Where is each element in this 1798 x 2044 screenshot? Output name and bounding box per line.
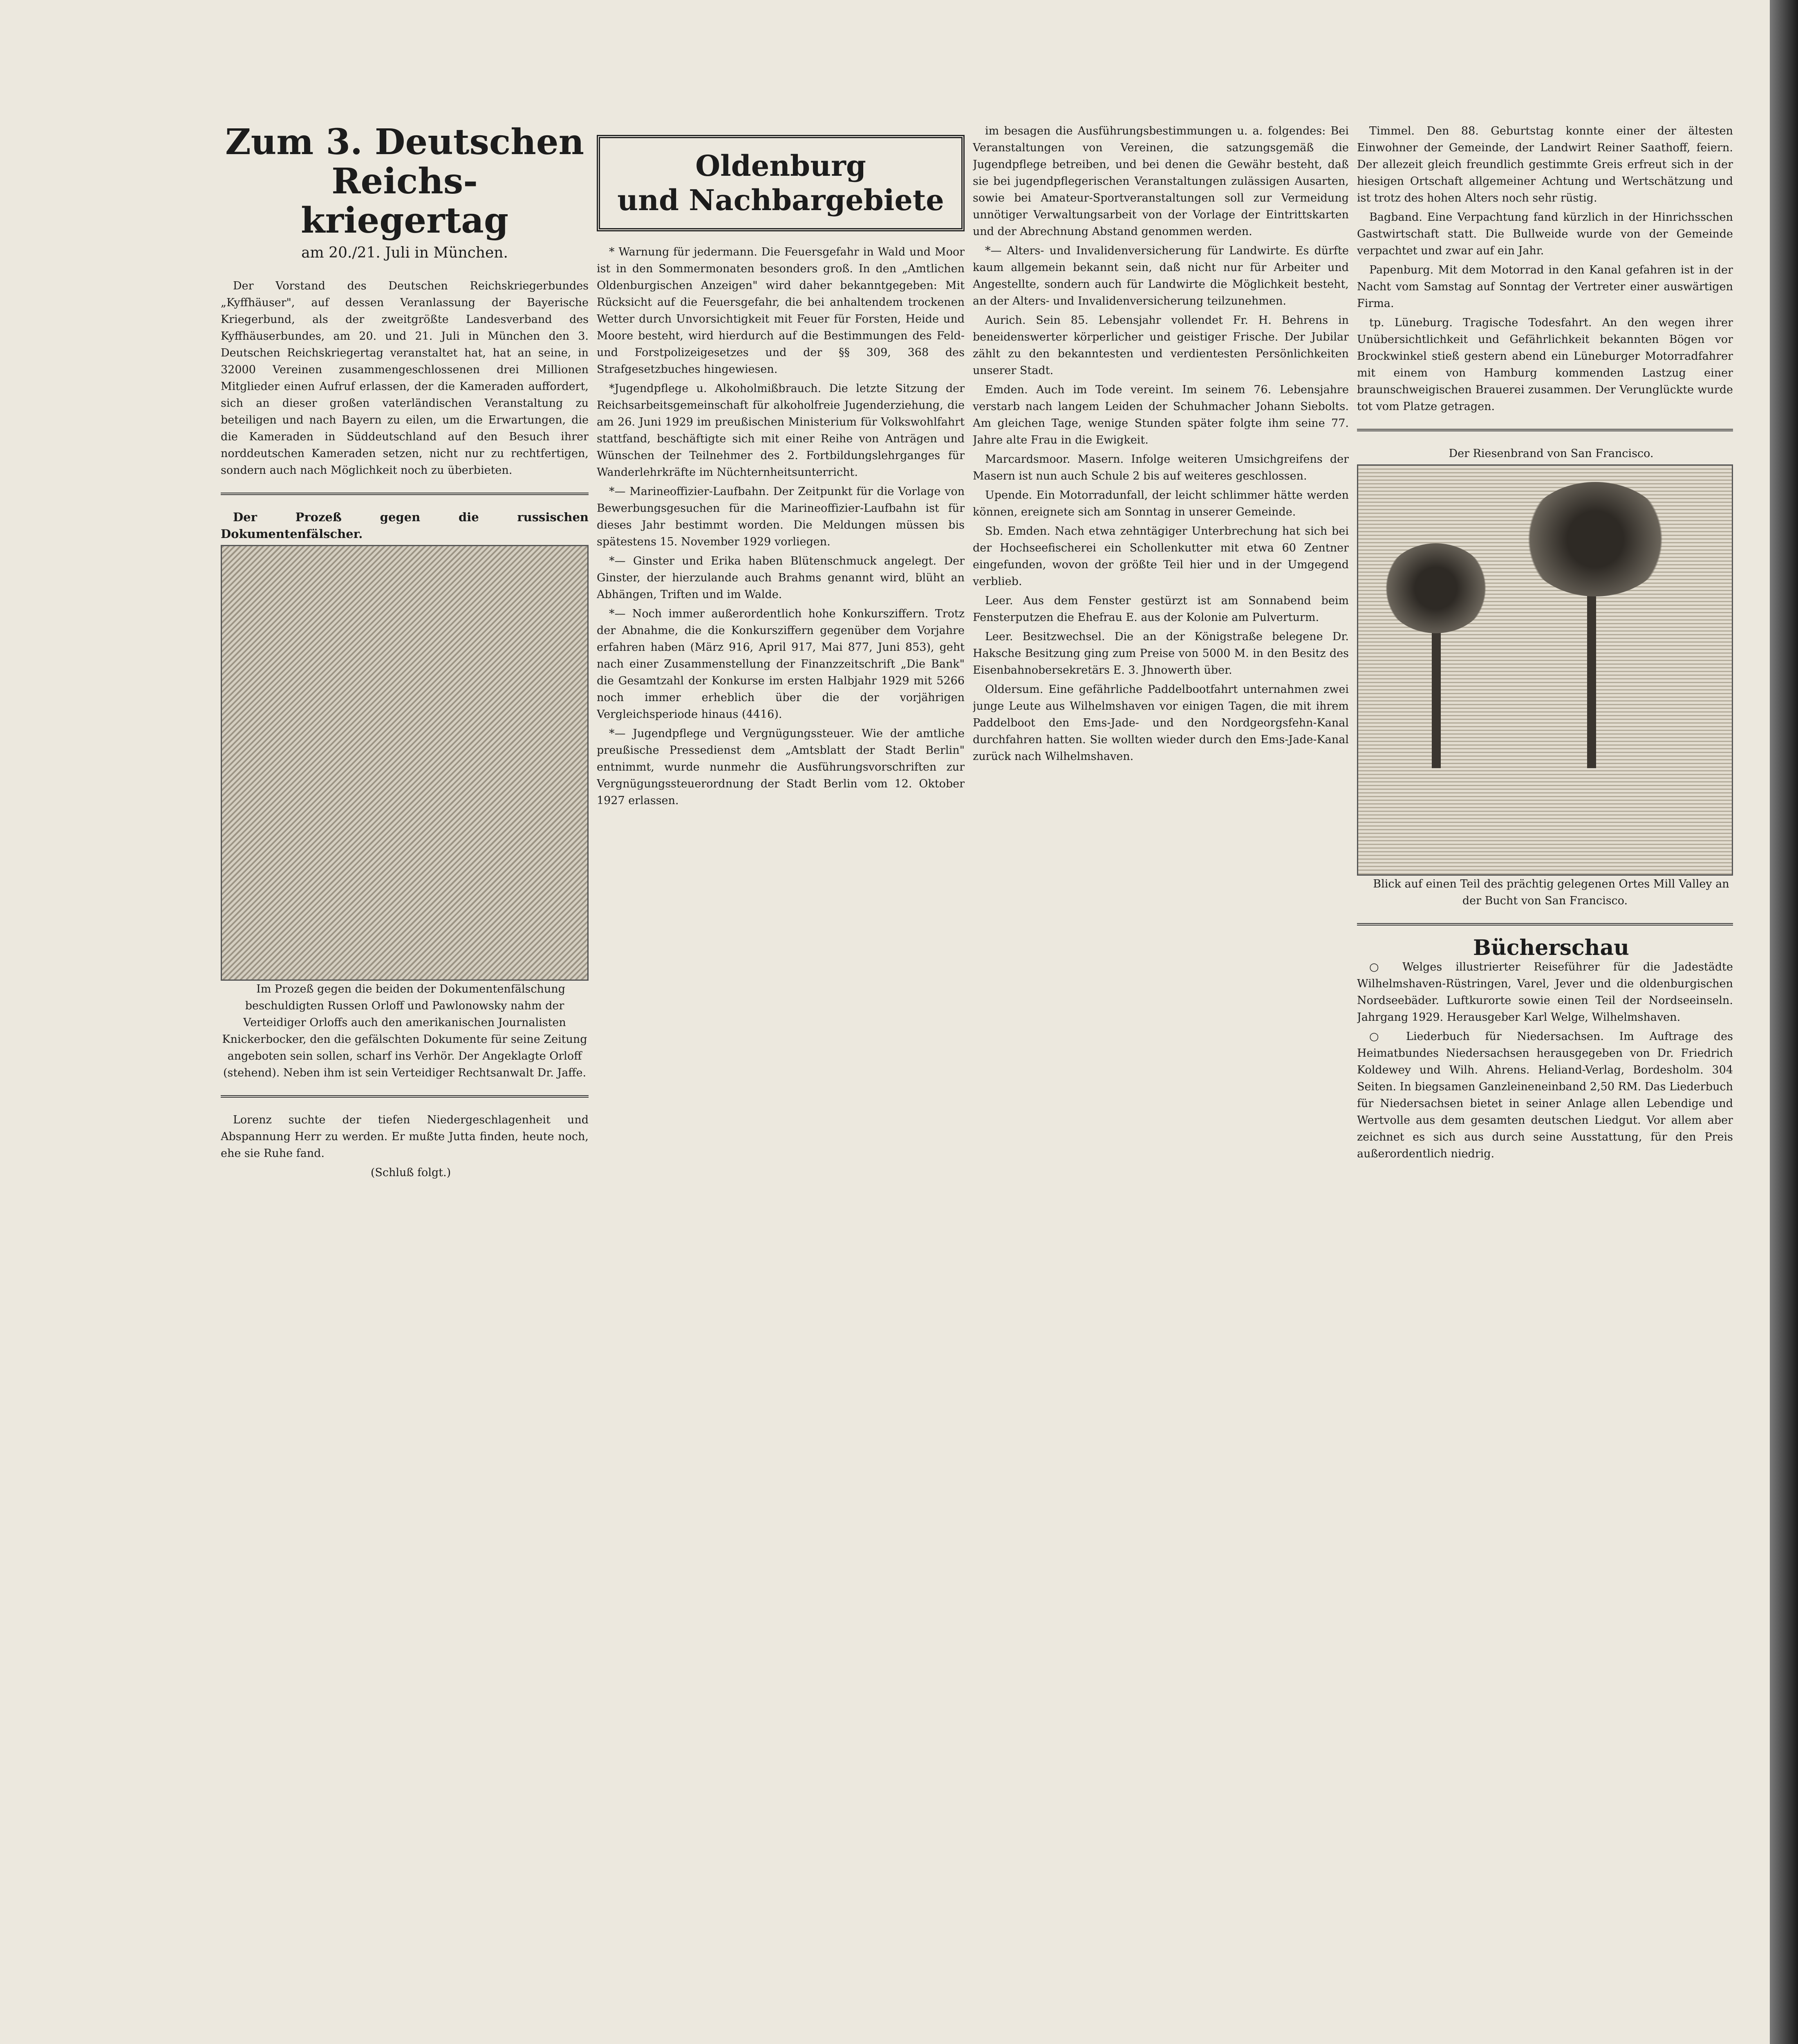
- divider: [1357, 429, 1733, 431]
- divider: [221, 1095, 589, 1098]
- article-continuation: im besagen die Ausführungsbestimmungen u. a. folgendes: Bei Veranstaltungen von Vereinen, die satzungsgemäß die Jugendpflege betreiben, und bei denen die Gewähr besteht, daß sie bei jugendpflegerischen Veranstaltungen zulässigen Ausarten, sowie bei Amateur-Sportveranstaltungen soll zur Vermeidung unnötiger Verwaltungsarbeit von der Vorlage der Eintrittskarten und der Abrechnung Abstand genommen werden.: [973, 125, 1349, 238]
- story-body: Lorenz suchte der tiefen Niedergeschlagenheit und Abspannung Herr zu werden. Er mußte Jutta finden, heute noch, ehe sie Ruhe fand.: [221, 1114, 589, 1160]
- article-entertainment-tax: *— Jugendpflege und Vergnügungssteuer. Wie der amtliche preußische Pressedienst dem „Amtsblatt der Stadt Berlin" entnimmt, wurde nunmehr die Ausführungsvorschriften zur Vergnügungssteuerordnung der Stadt Berlin vom 12. Oktober 1927 erlassen.: [597, 727, 965, 807]
- article-bagband: Bagband. Eine Verpachtung fand kürzlich in der Hinrichsschen Gastwirtschaft statt. Die Bullweide wurde von der Gemeinde verpachtet und zwar auf ein Jahr.: [1357, 211, 1733, 257]
- photo-caption: Blick auf einen Teil des prächtig gelegenen Ortes Mill Valley an der Bucht von San Francisco.: [1373, 878, 1729, 907]
- article-leer-window: Leer. Aus dem Fenster gestürzt ist am Sonnabend beim Fensterputzen die Ehefrau E. aus der Kolonie am Pulverturm.: [973, 594, 1349, 624]
- section-header-box: [597, 135, 965, 231]
- divider: [1357, 923, 1733, 926]
- book-review-travel: ○ Welges illustrierter Reiseführer für die Jadestädte Wilhelmshaven-Rüstringen, Varel, Jever und die oldenburgischen Nordseebäder. Luftkurorte sowie einen Teil der Nordseeinseln. Jahrgang 1929. Herausgeber Karl Welge, Wilhelmshaven.: [1357, 961, 1733, 1024]
- article-emden: Emden. Auch im Tode vereint. Im seinem 76. Lebensjahre verstarb nach langem Leiden der Schuhmacher Johann Siebolts. Am gleichen Tage, wenige Stunden später folgte ihm seine 77. Jahre alte Frau in die Ewigkeit.: [973, 383, 1349, 446]
- article-youth-alcohol: *Jugendpflege u. Alkoholmißbrauch. Die letzte Sitzung der Reichsarbeitsgemeinschaft für alkoholfreie Jugenderziehung, die am 26. Juni 1929 im preußischen Ministerium für Volkswohlfahrt stattfand, beschäftigte sich mit einer Reihe von Anträgen und Wünschen der Teilnehmer des 2. Fortbildungslehrganges für Wanderlehrkräfte im Nüchternheitsunterricht.: [597, 382, 965, 479]
- article-aurich: Aurich. Sein 85. Lebensjahr vollendet Fr. H. Behrens in beneidenswerter körperlicher und geistiger Frische. Der Jubilar zählt zu den bekanntesten und verdientesten Persönlichkeiten unserer Stadt.: [973, 314, 1349, 377]
- article-timmel: Timmel. Den 88. Geburtstag konnte einer der ältesten Einwohner der Gemeinde, der Landwirt Reiner Saathoff, feiern. Der allezeit gleich freundlich gestimmte Greis erfreut sich in der hiesigen Ortschaft allgemeiner Achtung und Wertschätzung und ist trotz des hohen Alters noch sehr rüstig.: [1357, 125, 1733, 204]
- article-body: Der Vorstand des Deutschen Reichskriegerbundes „Kyffhäuser", auf dessen Veranlassung der Bayerische Kriegerbund, als der zweitgrößte Landesverband des Kyffhäuserbundes, am 20. und 21. Juli in München den 3. Deutschen Reichskriegertag veranstaltet hat, hat an seine, in 32000 Vereinen zusammengeschlossenen drei Millionen Mitglieder einen Aufruf erlassen, der die Kameraden auffordert, sich an dieser großen vaterländischen Veranstaltung zu beteiligen und nach Bayern zu eilen, um die Erwartungen, die die Kameraden in Süddeutschland auf den Besuch ihrer norddeutschen Kameraden setzen, nicht nur zu rechtfertigen, sondern auch nach Möglichkeit noch zu überbieten.: [221, 280, 589, 477]
- column-3: [973, 123, 1349, 2044]
- article-ginster: *— Ginster und Erika haben Blütenschmuck angelegt. Der Ginster, der hierzulande auch Brahms genannt wird, blüht an Abhängen, Triften und im Walde.: [597, 555, 965, 601]
- scan-edge: [1770, 0, 1798, 2044]
- article-insurance: *— Alters- und Invalidenversicherung für Landwirte. Es dürfte kaum allgemein bekannt sein, daß nicht nur für Arbeiter und Angestellte, sondern auch für Landwirte die Möglichkeit besteht, an der Alters- und Invalidenversicherung teilzunehmen.: [973, 244, 1349, 307]
- courtroom-illustration: [221, 545, 589, 981]
- article-navy-officer: *— Marineoffizier-Laufbahn. Der Zeitpunkt für die Vorlage von Bewerbungsgesuchen für die Marineoffizier-Laufbahn ist für dieses Jahr bestimmt worden. Die Meldungen müssen bis spätestens 15. November 1929 vorliegen.: [597, 485, 965, 548]
- section-heading-books: Bücherschau: [1473, 935, 1629, 960]
- divider: [221, 493, 589, 495]
- photo-title: Der Prozeß gegen die russischen Dokumentenfälscher.: [221, 510, 589, 541]
- continued-note: (Schluß folgt.): [370, 1166, 451, 1179]
- article-emden-fish: Sb. Emden. Nach etwa zehntägiger Unterbrechung hat sich bei der Hochseefischerei ein Schollenkutter mit etwa 60 Zentner eingefunden, wovon der größte Teil hier und in der Umgegend verblieb.: [973, 525, 1349, 588]
- section-title-line-2: und Nachbargebiete: [617, 183, 944, 217]
- article-leer-property: Leer. Besitzwechsel. Die an der Königstraße belegene Dr. Haksche Besitzung ging zum Preise von 5000 M. in den Besitz des Eisenbahnobersekretärs E. 3. Jhnowerth über.: [973, 630, 1349, 677]
- article-marcardsmoor: Marcardsmoor. Masern. Infolge weiteren Umsichgreifens der Masern ist nun auch Schule 2 bis auf weiteres geschlossen.: [973, 453, 1349, 482]
- article-warning: * Warnung für jedermann. Die Feuersgefahr in Wald und Moor ist in den Sommermonaten besonders groß. In den „Amtlichen Oldenburgischen Anzeigen" wird daher bekanntgegeben: Mit Rücksicht auf die Feuersgefahr, die bei anhaltendem trockenen Wetter durch Unvorsichtigkeit mit Feuer für Forsten, Heide und Moore besteht, wird hierdurch auf die Bestimmungen des Feld- und Forstpolizeigesetzes und der §§ 309, 368 des Strafgesetzbuches hingewiesen.: [597, 246, 965, 376]
- palm-crown: [1383, 543, 1489, 633]
- article-bankruptcy: *— Noch immer außerordentlich hohe Konkursziffern. Trotz der Abnahme, die die Konkursziffern gegenüber dem Vorjahre erfahren haben (März 916, April 917, Mai 877, Juni 853), geht nach einer Zusammenstellung der Finanzzeitschrift „Die Bank" die Gesamtzahl der Konkurse im ersten Halbjahr 1929 mit 5266 noch immer erheblich über die der vorjährigen Vergleichsperiode hinaus (4416).: [597, 607, 965, 721]
- book-review-songbook: ○ Liederbuch für Niedersachsen. Im Auftrage des Heimatbundes Niedersachsen herausgegeben von Dr. Friedrich Koldewey und Wilh. Ahrens. Heliand-Verlag, Bordesholm. 304 Seiten. In biegsamen Ganzleineneinband 2,50 RM. Das Liederbuch für Niedersachsen bietet in seiner Anlage allen Lebendige und Wertvolle aus dem gesamten deutschen Liedgut. Vor allem aber zeichnet es sich aus durch seine Ausstattung, für den Preis außerordentlich niedrig.: [1357, 1030, 1733, 1160]
- column-2: [597, 131, 965, 2044]
- section-title-line-1: Oldenburg: [695, 149, 866, 183]
- headline-line-1: Zum 3. Deutschen Reichs-: [225, 123, 584, 202]
- article-lueneburg: tp. Lüneburg. Tragische Todesfahrt. An den wegen ihrer Unübersichtlichkeit und Gefährlichkeit bekannten Bögen vor Brockwinkel stieß gestern abend ein Lüneburger Motorradfahrer mit einem von Hamburg kommenden Lastzug einer braunschweigischen Brauerei zusammen. Der Verunglückte wurde tot vom Platze getragen.: [1357, 316, 1733, 413]
- san-francisco-illustration: [1357, 464, 1733, 876]
- headline-line-2: kriegertag: [300, 200, 509, 241]
- photo-title: Der Riesenbrand von San Francisco.: [1449, 447, 1654, 460]
- article-upende: Upende. Ein Motorradunfall, der leicht schlimmer hätte werden können, ereignete sich am Sonntag in unserer Gemeinde.: [973, 489, 1349, 518]
- column-4: [1357, 123, 1733, 2044]
- photo-caption: Im Prozeß gegen die beiden der Dokumentenfälschung beschuldigten Russen Orloff und Pawlonowsky nahm der Verteidiger Orloffs auch den amerikanischen Journalisten Knickerbocker, den die gefälschten Dokumente für seine Zeitung angeboten sein sollen, scharf ins Verhör. Der Angeklagte Orloff (stehend). Neben ihm ist sein Verteidiger Rechtsanwalt Dr. Jaffe.: [222, 983, 587, 1079]
- article-papenburg: Papenburg. Mit dem Motorrad in den Kanal gefahren ist in der Nacht vom Samstag auf Sonntag der Vertreter einer auswärtigen Firma.: [1357, 264, 1733, 310]
- palm-crown: [1522, 482, 1669, 596]
- article-oldersum: Oldersum. Eine gefährliche Paddelbootfahrt unternahmen zwei junge Leute aus Wilhelmshaven vor einigen Tagen, die mit ihrem Paddelboot den Ems-Jade- und den Nordgeorgsfehn-Kanal durchfahren hatten. Sie wollten wieder durch den Ems-Jade-Kanal zurück nach Wilhelmshaven.: [973, 683, 1349, 763]
- dateline: am 20./21. Juli in München.: [301, 244, 508, 261]
- column-1: [221, 123, 589, 2044]
